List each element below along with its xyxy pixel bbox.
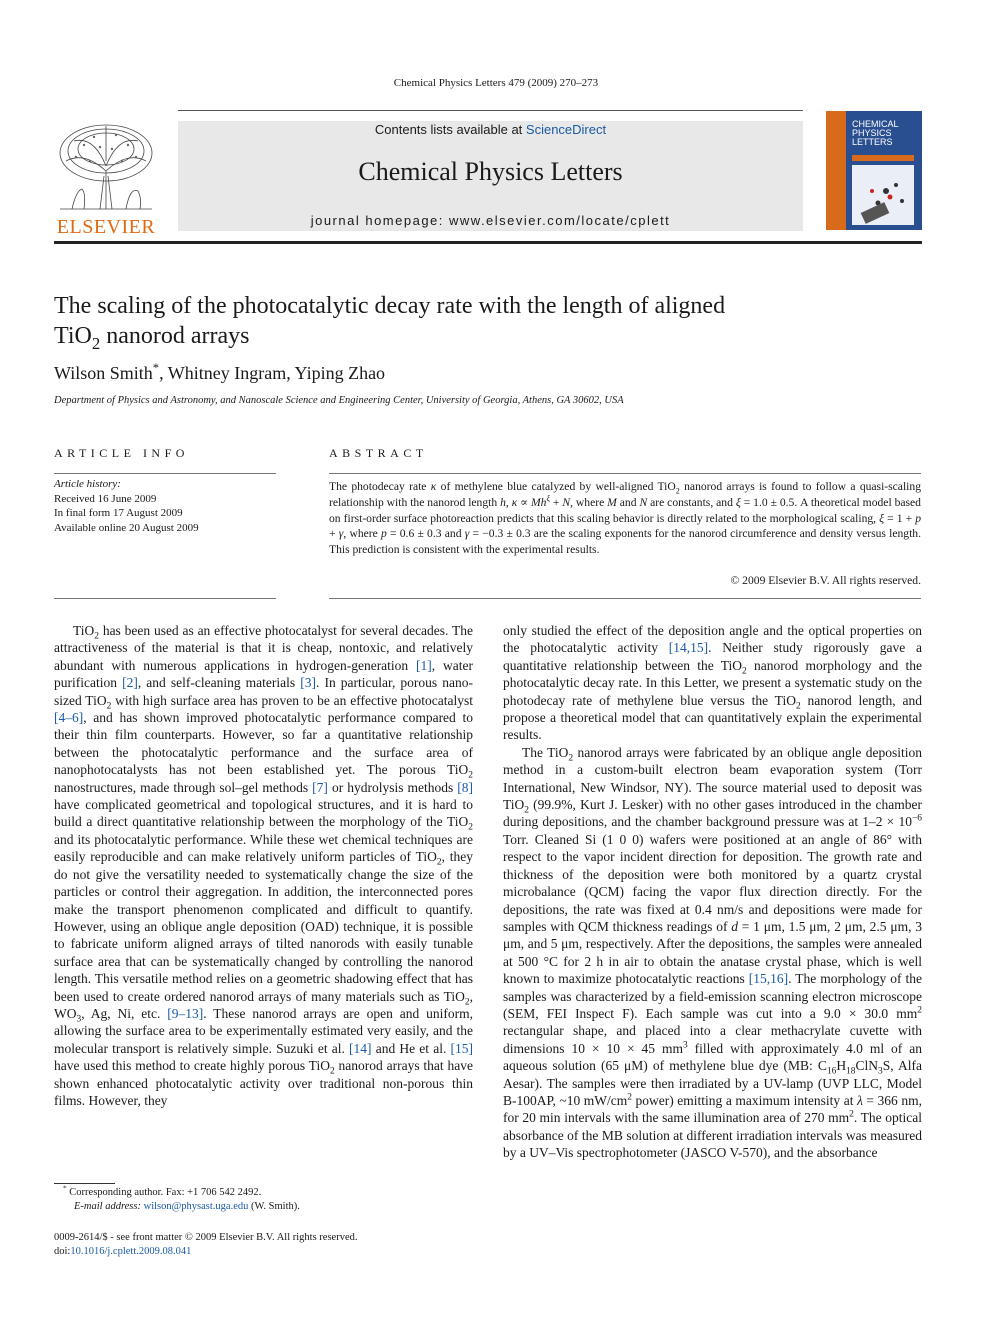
citation-link[interactable]: [15] <box>450 1040 473 1056</box>
journal-banner <box>178 121 803 231</box>
journal-homepage[interactable]: journal homepage: www.elsevier.com/locate/cplett <box>310 213 671 228</box>
citation-link[interactable]: [7] <box>312 779 328 795</box>
citation-link[interactable]: [15,16] <box>748 971 789 987</box>
citation-link[interactable]: [8] <box>457 779 473 795</box>
footnote: * Corresponding author. Fax: +1 706 542 2492. E-mail address: wilson@physast.uga.edu (W. Smith). <box>63 1183 300 1212</box>
header-rule <box>178 110 803 111</box>
sciencedirect-link[interactable]: ScienceDirect <box>525 122 607 137</box>
article-history: Article history: Received 16 June 2009 In final form 17 August 2009 Available online 20 August 2009 <box>54 478 199 534</box>
citation-link[interactable]: [14,15] <box>668 640 709 656</box>
front-matter: 0009-2614/$ - see front matter © 2009 Elsevier B.V. All rights reserved. doi:10.1016/j.cplett.2009.08.041 <box>54 1232 358 1257</box>
corresponding-author-mark[interactable]: * <box>152 361 160 375</box>
citation-link[interactable]: [9–13] <box>167 1005 204 1021</box>
article-title: The scaling of the photocatalytic decay rate with the length of aligned TiO$_2$ nanorod arrays <box>54 293 726 353</box>
email-link[interactable]: wilson@physast.uga.edu <box>143 1201 249 1212</box>
citation-link[interactable]: [2] <box>122 675 138 691</box>
abstract-rule-bottom <box>329 598 921 599</box>
paragraph: The TiO$_2$ nanorod arrays were fabricated by an oblique angle deposition method in a custom-built electron beam evaporation system (Torr International, New Windsor, NY). The source material used to deposit was TiO$_2$ (99.9%, Kurt J. Lesker) with no other gases introduced in the chamber during depositions, and the chamber background pressure was at $1-2 \times 10^{-6}$ Torr. Cleaned Si (1 0 0) wafers were positioned at an angle of 86° with respect to the vapor incident direction for deposition. The growth rate and thickness of the deposition were both monitored by a quartz crystal microbalance (QCM) facing the vapor flux direction directly. For the depositions, the rate was fixed at 0.4 nm/s and depositions were made for samples with QCM thickness readings of d = 1 μm, 1.5 μm, 2 μm, 2.5 μm, 3 μm, and 5 μm, respectively. After the depositions, the samples were annealed at 500 °C for 2 h in air to obtain the anatase crystal phase, which is well known to maximize photocatalytic reactions [15,16]. The morphology of the samples was characterized by a field-emission scanning electron microscope (SEM, FEI Inspect F). Each sample was cut into a 9.0 × 30.0 $mm^2$ rectangular shape, and placed into a clear methacrylate cuvette with dimensions 10 × 10 × 45 $mm^3$ filled with approximately 4.0 ml of an aqueous solution (65 μM) of methylene blue dye (MB: $C_{16}H_{18}ClN_3S$, Alfa Aesar). The samples were then irradiated by a UV-lamp (UVP LLC, Model B-100AP, ~10 $mW/cm^2$ power) emitting a maximum intensity at λ = 366 nm, for 20 min intervals with the same illumination area of 270 $mm^2$. The optical absorbance of the MB solution at different irradiation intervals was measured by a UV–Vis spectrophotometer (JASCO V-570), and the absorbance <box>503 744 922 1161</box>
citation-link[interactable]: [1] <box>416 657 432 673</box>
citation-link[interactable]: [3] <box>300 675 316 691</box>
paragraph: TiO$_2$ has been used as an effective photocatalyst for several decades. The attractiveness of the material is that it is cheap, nontoxic, and relatively abundant with numerous applications in hydrogen-generation [1], water purification [2], and self-cleaning materials [3]. In particular, porous nano-sized TiO$_2$ with high surface area has proven to be an effective photocatalyst [4–6], and has shown improved photocatalytic performance compared to their thin film counterparts. However, so far a quantitative relationship between the photocatalytic performance and the surface area of nanophotocatalysts has not been established yet. The porous TiO$_2$ nanostructures, made through sol–gel methods [7] or hydrolysis methods [8] have complicated geometrical and topological structures, and it is hard to build a direct quantitative relationship between the morphology of the TiO$_2$ and its photocatalytic performance. While these wet chemical techniques are easily reproducible and can make relatively uniform particles of TiO$_2$, they do not give the versatility needed to systematically change the size of the particles or control their aggregation. In addition, the interconnected pores make the transport phenomenon complicated and difficult to quantify. However, using an oblique angle deposition (OAD) technique, it is possible to fabricate uniform aligned arrays of tilted nanorods with easily tunable surface area that can be systematically changed by controlling the nanorod length. This versatile method relies on a geometric shadowing effect that has been used to create ordered nanorod arrays of many materials such as TiO$_2$, $WO_3$, Ag, Ni, etc. [9–13]. These nanorod arrays are open and uniform, allowing the surface area to be experimentally estimated very easily, and the molecular transport is relatively simple. Suzuki et al. [14] and He et al. [15] have used this method to create highly porous TiO$_2$ nanorod arrays that have shown enhanced photocatalytic activity over traditional non-porous thin films. However, they <box>54 623 474 1108</box>
cover-art-icon <box>826 111 922 230</box>
copyright-notice: © 2009 Elsevier B.V. All rights reserved. <box>730 574 921 587</box>
info-rule-bottom <box>54 598 276 599</box>
body-column-left <box>54 622 473 1109</box>
abstract-rule-top <box>329 473 921 474</box>
journal-citation: Chemical Physics Letters 479 (2009) 270–273 <box>393 77 599 89</box>
journal-name: Chemical Physics Letters <box>358 157 623 186</box>
citation-link[interactable]: [14] <box>349 1040 372 1056</box>
doi-link[interactable]: 10.1016/j.cplett.2009.08.041 <box>70 1246 192 1257</box>
affiliation: Department of Physics and Astronomy, and Nanoscale Science and Engineering Center, University of Georgia, Athens, GA 30602, USA <box>54 395 624 406</box>
author-list: Wilson Smith*, Whitney Ingram, Yiping Zhao <box>54 361 386 383</box>
abstract-text: The photodecay rate κ of methylene blue catalyzed by well-aligned TiO$_2$ nanorod arrays is found to follow a quasi-scaling relationship with the nanorod length h, $\kappa \propto Mh^\xi + N$, where M and N are constants, and ξ = 1.0 ± 0.5. A theoretical model based on first-order surface photoreaction predicts that this scaling behavior is directly related to the morphological scaling, ξ = 1 + p + γ, where p = 0.6 ± 0.3 and γ = −0.3 ± 0.3 are the scaling exponents for the nanorod circumference and density versus length. This prediction is consistent with the experimental results. <box>329 480 921 557</box>
article-info-heading: ARTICLE INFO <box>54 446 189 460</box>
header-divider <box>54 241 922 244</box>
citation-link[interactable]: [4–6] <box>54 710 84 726</box>
contents-line: Contents lists available at ScienceDirect <box>374 122 607 137</box>
elsevier-logo <box>54 121 158 239</box>
body-column-right <box>503 622 922 1162</box>
paragraph: only studied the effect of the deposition angle and the optical properties on the photocatalytic activity [14,15]. Neither study rigorously gave a quantitative relationship between the TiO$_2$ nanorod morphology and the photocatalytic decay rate. In this Letter, we present a systematic study on the photodecay rate of methylene blue versus the TiO$_2$ nanorod length, and propose a theoretical model that can quantitatively explain the experimental results. <box>503 623 922 743</box>
elsevier-wordmark: ELSEVIER <box>56 216 156 238</box>
journal-cover-image: CHEMICAL PHYSICS LETTERS <box>826 111 922 230</box>
info-rule-top <box>54 473 276 474</box>
elsevier-tree-icon <box>54 121 158 213</box>
abstract-heading: ABSTRACT <box>329 446 428 460</box>
